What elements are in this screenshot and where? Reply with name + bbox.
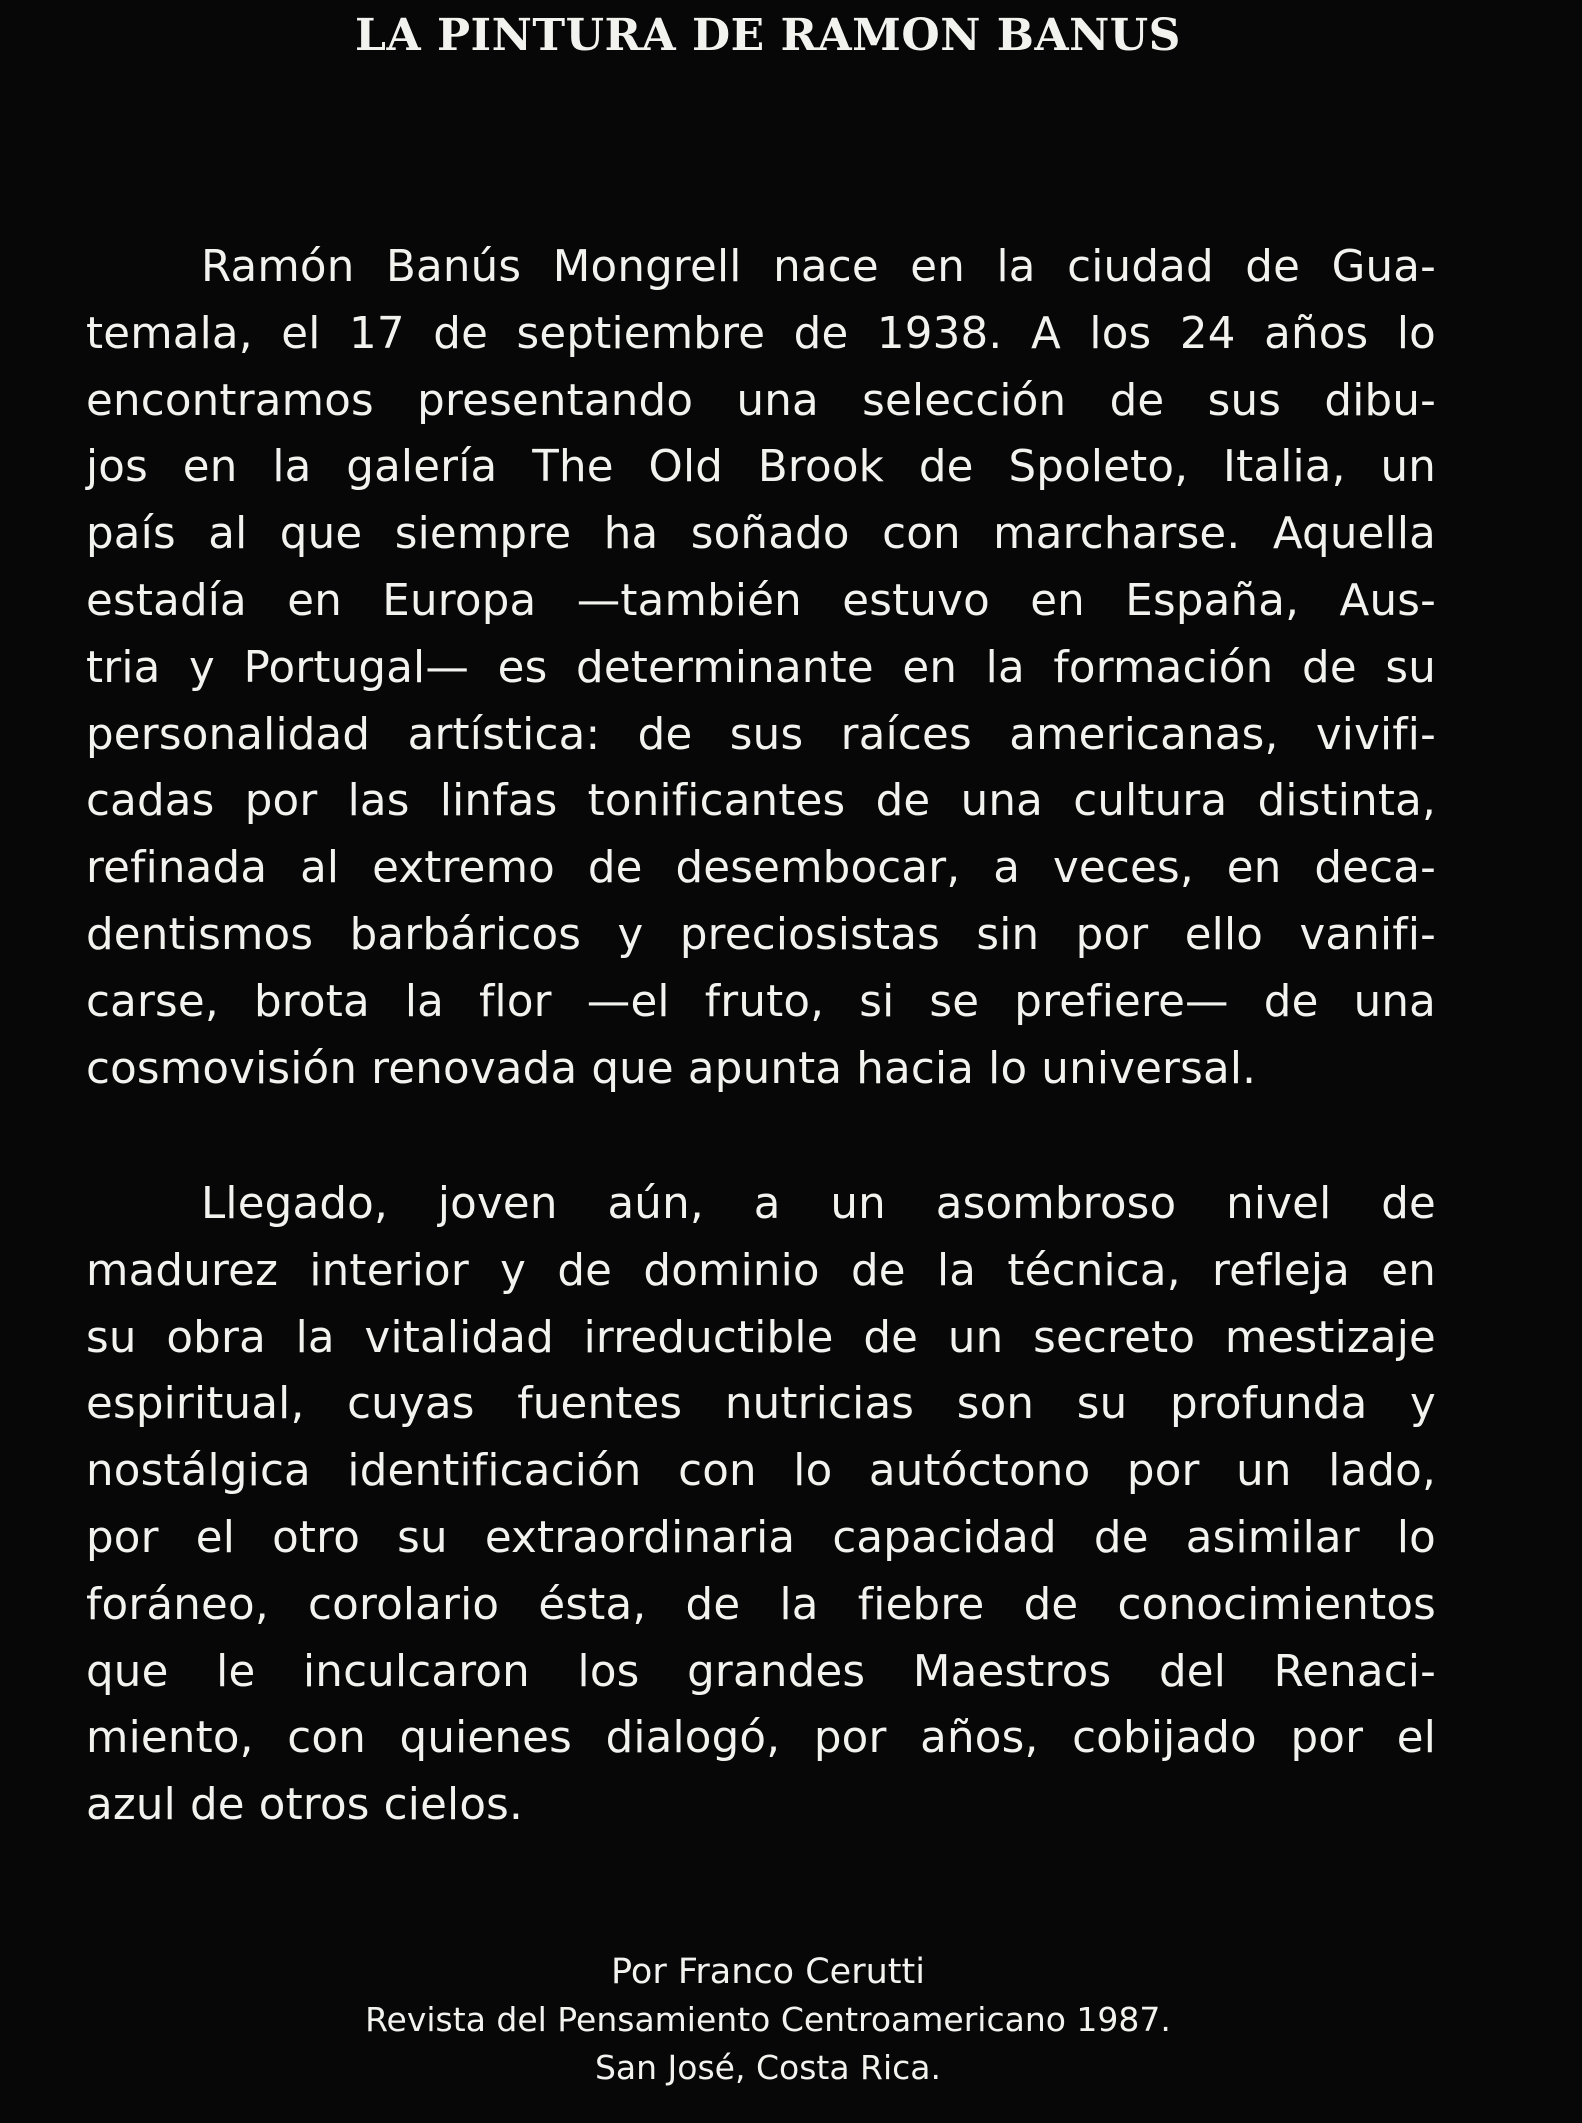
paragraph-line: refinada al extremo de desembocar, a veces, en deca- — [86, 843, 1436, 894]
paragraph-line: carse, brota la flor —el fruto, si se prefiere— de una — [86, 976, 1436, 1027]
paragraph-line: jos en la galería The Old Brook de Spoleto, Italia, un — [86, 442, 1436, 493]
paragraph-line: su obra la vitalidad irreductible de un secreto mestizaje — [86, 1312, 1436, 1363]
paragraph-line: encontramos presentando una selección de sus dibu- — [86, 375, 1436, 426]
paragraph-line: cadas por las linfas tonificantes de una cultura distinta, — [86, 776, 1436, 827]
paragraph-line: por el otro su extraordinaria capacidad de asimilar lo — [86, 1512, 1436, 1563]
paragraph-line: cosmovisión renovada que apunta hacia lo universal. — [86, 1043, 1257, 1094]
paragraph-line: Ramón Banús Mongrell nace en la ciudad de Gua- — [201, 242, 1436, 292]
paragraph-line: Llegado, joven aún, a un asombroso nivel de — [201, 1179, 1436, 1229]
paragraph-line: nostálgica identificación con lo autóctono por un lado, — [86, 1446, 1436, 1497]
paragraph-line: azul de otros cielos. — [86, 1780, 524, 1831]
credit-source: Revista del Pensamiento Centroamericano 1987. — [365, 2000, 1171, 2039]
paragraph-line: país al que siempre ha soñado con marcharse. Aquella — [86, 509, 1436, 560]
paragraph-line: estadía en Europa —también estuvo en España, Aus- — [86, 575, 1436, 626]
paragraph-2 — [86, 1171, 1436, 1839]
paragraph-line: dentismos barbáricos y preciosistas sin por ello vanifi- — [86, 909, 1436, 960]
paragraph-line: espiritual, cuyas fuentes nutricias son su profunda y — [86, 1379, 1436, 1430]
paragraph-line: personalidad artística: de sus raíces americanas, vivifi- — [86, 709, 1436, 760]
paragraph-line: madurez interior y de dominio de la técnica, refleja en — [86, 1245, 1436, 1296]
paragraph-line: temala, el 17 de septiembre de 1938. A los 24 años lo — [86, 308, 1436, 359]
paragraph-line: miento, con quienes dialogó, por años, cobijado por el — [86, 1713, 1436, 1764]
document-title: LA PINTURA DE RAMON BANUS — [355, 10, 1181, 61]
paragraph-line: que le inculcaron los grandes Maestros del Renaci- — [86, 1646, 1436, 1697]
credit-author: Por Franco Cerutti — [611, 1952, 925, 1992]
credits-block — [0, 1948, 1536, 2092]
credit-place: San José, Costa Rica. — [594, 2048, 941, 2087]
paragraph-line: tria y Portugal— es determinante en la formación de su — [86, 642, 1436, 693]
paragraph-line: foráneo, corolario ésta, de la fiebre de conocimientos — [86, 1579, 1436, 1630]
paragraph-1 — [86, 234, 1436, 1102]
